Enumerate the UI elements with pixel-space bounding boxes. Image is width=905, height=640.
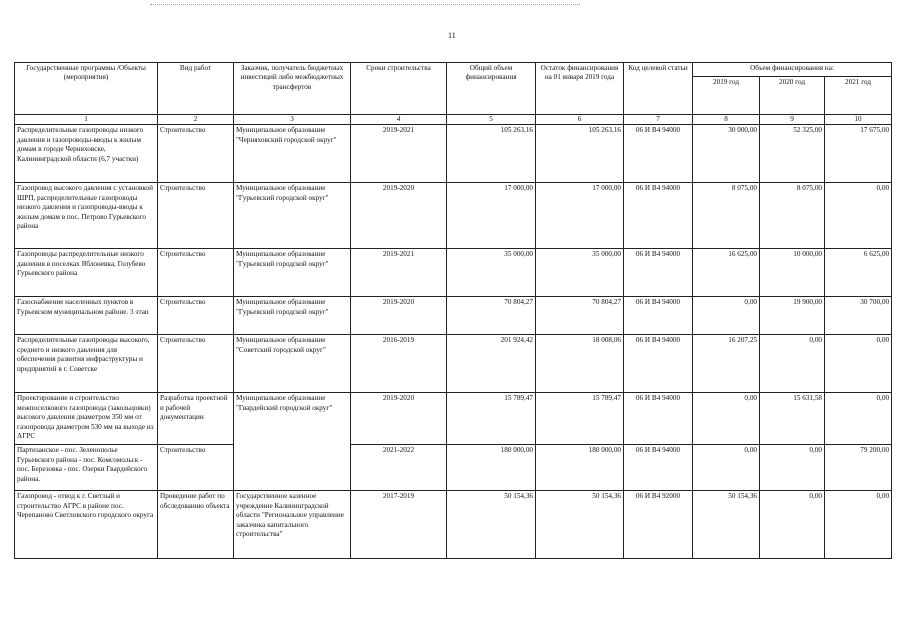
header-year-2019: 2019 год [693,77,760,115]
funding-2019: 0,00 [693,297,760,335]
remainder: 35 000,00 [536,249,624,297]
table-row [15,125,892,183]
funding-2020: 0,00 [760,491,825,559]
column-index: 8 [693,115,760,125]
construction-period: 2016-2019 [351,335,447,393]
funding-2021: 17 675,00 [825,125,892,183]
customer: Муниципальное образование "Гвардейский городской округ" [234,393,351,491]
column-index: 7 [624,115,693,125]
object-name: Газопровод - отвод к г. Светлый и строительство АГРС в районе пос. Черепаново Светловского городского округа [15,491,158,559]
funding-2020: 0,00 [760,335,825,393]
work-type: Проведение работ по обследованию объекта [158,491,234,559]
column-index: 6 [536,115,624,125]
customer: Муниципальное образование "Гурьевский городской округ" [234,183,351,249]
header-customer: Заказчик, получатель бюджетных инвестиций либо межбюджетных трансфертов [234,63,351,115]
target-code: 06 И В4 94000 [624,335,693,393]
column-index: 3 [234,115,351,125]
target-code: 06 И В4 94000 [624,183,693,249]
total-financing: 201 924,42 [447,335,536,393]
column-index: 5 [447,115,536,125]
total-financing: 17 000,00 [447,183,536,249]
customer: Муниципальное образование "Советский городской округ" [234,335,351,393]
object-name: Газопроводы распределительные низкого давления в поселках Яблоневка, Голубево Гурьевского района [15,249,158,297]
scan-edge-mark [150,0,580,5]
object-name: Распределительные газопроводы высокого, среднего и низкого давления для обеспечения развития инфраструктуры и предприятий в г. Советске [15,335,158,393]
remainder: 15 789,47 [536,393,624,445]
work-type: Строительство [158,335,234,393]
target-code: 06 И В4 94000 [624,125,693,183]
column-index: 2 [158,115,234,125]
funding-2019: 50 154,36 [693,491,760,559]
work-type: Разработка проектной и рабочей документации [158,393,234,445]
funding-2021: 0,00 [825,183,892,249]
funding-2019: 0,00 [693,393,760,445]
table-row [15,491,892,559]
funding-2020: 19 900,00 [760,297,825,335]
construction-period: 2017-2019 [351,491,447,559]
column-index: 10 [825,115,892,125]
table-row [15,393,892,445]
construction-period: 2019-2021 [351,249,447,297]
funding-2020: 8 075,00 [760,183,825,249]
work-type: Строительство [158,125,234,183]
total-financing: 15 789,47 [447,393,536,445]
object-name: Газопровод высокого давления с установкой ШРП, распределительные газопроводы низкого давления и газопроводы-вводы к жилым домам в пос. Петрово Гурьевского района [15,183,158,249]
funding-2019: 8 075,00 [693,183,760,249]
construction-period: 2019-2021 [351,125,447,183]
construction-period: 2019-2020 [351,393,447,445]
remainder: 17 000,00 [536,183,624,249]
funding-2021: 6 625,00 [825,249,892,297]
object-name: Газоснабжение населенных пунктов в Гурьевском муниципальном районе. 3 этап [15,297,158,335]
remainder: 105 263,16 [536,125,624,183]
funding-2020: 10 000,00 [760,249,825,297]
header-year-2021: 2021 год [825,77,892,115]
customer: Муниципальное образование "Гурьевский городской округ" [234,249,351,297]
work-type: Строительство [158,297,234,335]
header-code: Код целевой статьи [624,63,693,115]
header-funding: Объем финансирования на: [693,63,892,77]
total-financing: 35 000,00 [447,249,536,297]
construction-period: 2021-2022 [351,445,447,491]
customer: Муниципальное образование "Черняховский городской округ" [234,125,351,183]
construction-period: 2019-2020 [351,183,447,249]
funding-2019: 30 000,00 [693,125,760,183]
table-row [15,297,892,335]
funding-2021: 30 700,00 [825,297,892,335]
header-programs: Государственные программы /Объекты (мероприятия) [15,63,158,115]
funding-2019: 0,00 [693,445,760,491]
remainder: 50 154,36 [536,491,624,559]
funding-2019: 16 207,25 [693,335,760,393]
work-type: Строительство [158,249,234,297]
customer: Муниципальное образование "Гурьевский городской округ" [234,297,351,335]
column-index: 1 [15,115,158,125]
remainder: 70 804,27 [536,297,624,335]
target-code: 06 И В4 94000 [624,393,693,445]
table-row [15,335,892,393]
table-row [15,183,892,249]
funding-2021: 0,00 [825,393,892,445]
column-index: 4 [351,115,447,125]
funding-2020: 52 325,00 [760,125,825,183]
remainder: 180 000,00 [536,445,624,491]
header-period: Сроки строительства [351,63,447,115]
object-name: Проектирование и строительство межпоселкового газопровода (закольцовки) высокого давления диаметром 350 мм от газопровода диаметром 530 мм на выходе из АГРС [15,393,158,445]
table-row [15,445,892,491]
total-financing: 50 154,36 [447,491,536,559]
funding-2021: 0,00 [825,335,892,393]
work-type: Строительство [158,183,234,249]
header-year-2020: 2020 год [760,77,825,115]
work-type: Строительство [158,445,234,491]
funding-2021: 0,00 [825,491,892,559]
remainder: 18 008,06 [536,335,624,393]
customer: Государственное казенное учреждение Калининградской области "Региональное управление заказчика капитального строительства" [234,491,351,559]
funding-2021: 79 200,00 [825,445,892,491]
target-code: 06 И В4 94000 [624,297,693,335]
header-work-type: Вид работ [158,63,234,115]
column-index: 9 [760,115,825,125]
table-row [15,249,892,297]
object-name: Распределительные газопроводы низкого давления и газопроводы-вводы к жилым домам в городе Черняховске, Калининградской области (6,7 участки) [15,125,158,183]
total-financing: 180 000,00 [447,445,536,491]
target-code: 06 И В4 94000 [624,249,693,297]
construction-period: 2019-2020 [351,297,447,335]
object-name: Партизанское - пос. Зеленополье Гурьевского района - пос. Комсомольск - пос. Березовка - пос. Озерки Гвардейского района. [15,445,158,491]
funding-2020: 0,00 [760,445,825,491]
header-total: Общий объем финансирования [447,63,536,115]
target-code: 06 И В4 94000 [624,445,693,491]
page-number: 11 [448,31,456,40]
column-index-row [15,115,892,125]
total-financing: 70 804,27 [447,297,536,335]
funding-2019: 16 625,00 [693,249,760,297]
funding-2020: 15 631,58 [760,393,825,445]
financing-table [14,62,892,559]
header-remainder: Остаток финансирования на 01 января 2019 года [536,63,624,115]
target-code: 06 И В4 92000 [624,491,693,559]
total-financing: 105 263,16 [447,125,536,183]
header-row [15,63,892,77]
